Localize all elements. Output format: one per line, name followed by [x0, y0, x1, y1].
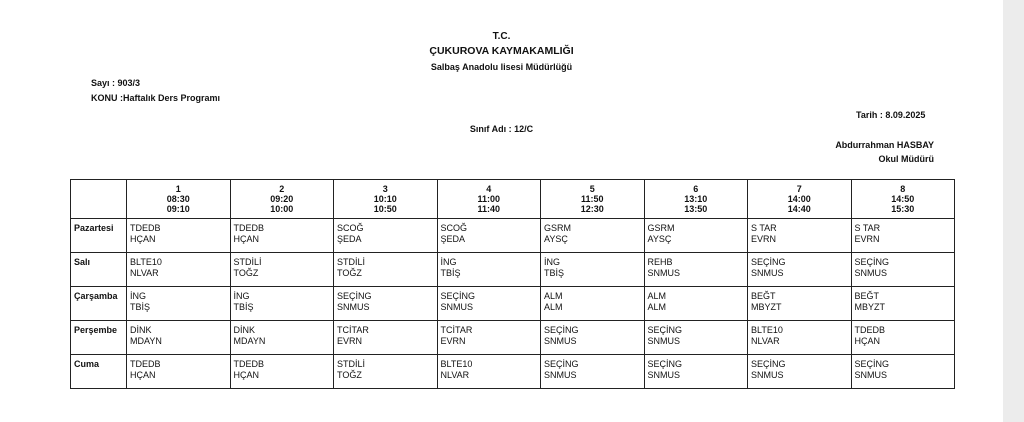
table-row — [71, 355, 955, 389]
lesson-teacher: MDAYN — [233, 336, 266, 346]
lesson-teacher: TBİŞ — [544, 268, 565, 278]
lesson-cell — [334, 219, 438, 253]
lesson-course: BEĞT — [751, 291, 776, 301]
lesson-teacher: SNMUS — [647, 336, 681, 346]
lesson-teacher: SNMUS — [854, 370, 888, 380]
period-no: 6 — [693, 184, 699, 194]
lesson-teacher: TBİŞ — [130, 302, 151, 312]
lesson-teacher: ALM — [544, 302, 563, 312]
lesson-cell — [437, 355, 541, 389]
document-subject: KONU :Haftalık Ders Programı — [91, 93, 221, 103]
lesson-course: REHB — [647, 257, 673, 267]
lesson-course: DİNK — [130, 325, 152, 335]
lesson-course: DİNK — [233, 325, 256, 335]
lesson-teacher: HÇAN — [130, 234, 156, 244]
lesson-teacher: NLVAR — [130, 268, 159, 278]
lesson-course: TCİTAR — [337, 325, 369, 335]
timetable-body — [71, 219, 955, 389]
lesson-teacher: ŞEDA — [440, 234, 466, 244]
lesson-cell — [437, 253, 541, 287]
lesson-cell — [127, 219, 231, 253]
lesson-teacher: HÇAN — [233, 370, 260, 380]
signatory-title: Okul Müdürü — [878, 154, 934, 164]
lesson-course: TDEDB — [130, 223, 161, 233]
lesson-cell — [127, 321, 231, 355]
lesson-cell — [748, 253, 852, 287]
lesson-course: GSRM — [647, 223, 675, 233]
lesson-cell — [334, 253, 438, 287]
period-header — [230, 180, 334, 219]
period-no: 4 — [486, 184, 492, 194]
lesson-teacher: TOĞZ — [337, 268, 362, 278]
period-end: 10:50 — [373, 204, 397, 214]
lesson-teacher: SNMUS — [337, 302, 370, 312]
lesson-course: SEÇİNG — [854, 359, 890, 369]
lesson-course: ALM — [544, 291, 563, 301]
period-end: 14:40 — [787, 204, 811, 214]
lesson-cell — [851, 287, 955, 321]
lesson-teacher: TBİŞ — [440, 268, 461, 278]
lesson-course: BEĞT — [854, 291, 880, 301]
lesson-course: SEÇİNG — [854, 257, 890, 267]
lesson-course: STDİLİ — [337, 257, 366, 267]
lesson-course: SEÇİNG — [544, 325, 579, 335]
lesson-cell — [127, 355, 231, 389]
lesson-teacher: HÇAN — [854, 336, 881, 346]
lesson-cell — [851, 321, 955, 355]
lesson-course: İNG — [440, 257, 457, 267]
lesson-course: SEÇİNG — [751, 257, 786, 267]
lesson-teacher: AYSÇ — [647, 234, 672, 244]
period-start: 13:10 — [684, 194, 708, 204]
period-end: 11:40 — [477, 204, 501, 214]
lesson-cell — [541, 253, 645, 287]
lesson-course: SEÇİNG — [751, 359, 786, 369]
lesson-teacher: EVRN — [751, 234, 777, 244]
lesson-cell — [748, 219, 852, 253]
period-header — [644, 180, 748, 219]
document-date: Tarih : 8.09.2025 — [856, 110, 926, 120]
lesson-teacher: SNMUS — [544, 336, 577, 346]
table-row — [71, 253, 955, 287]
lesson-teacher: SNMUS — [647, 370, 681, 380]
table-row — [71, 287, 955, 321]
lesson-teacher: AYSÇ — [544, 234, 568, 244]
lesson-cell — [541, 287, 645, 321]
header-tc: T.C. — [492, 31, 511, 42]
period-end: 13:50 — [684, 204, 708, 214]
period-no: 8 — [900, 184, 906, 194]
day-label: Cuma — [71, 355, 127, 389]
lesson-teacher: EVRN — [440, 336, 466, 346]
corner-cell — [71, 180, 127, 219]
lesson-cell — [644, 287, 748, 321]
period-no: 2 — [279, 184, 285, 194]
lesson-cell — [541, 219, 645, 253]
lesson-teacher: MBYZT — [751, 302, 782, 312]
period-header — [437, 180, 541, 219]
period-no: 7 — [796, 184, 802, 194]
signatory-name: Abdurrahman HASBAY — [835, 140, 934, 150]
lesson-course: İNG — [233, 291, 250, 301]
day-label: Pazartesi — [71, 219, 127, 253]
lesson-cell — [851, 253, 955, 287]
lesson-course: İNG — [544, 257, 561, 267]
lesson-course: S TAR — [854, 223, 881, 233]
lesson-teacher: SNMUS — [854, 268, 888, 278]
lesson-cell — [437, 219, 541, 253]
lesson-cell — [644, 321, 748, 355]
lesson-cell — [230, 253, 334, 287]
lesson-course: SCOĞ — [337, 223, 364, 233]
period-start: 11:00 — [477, 194, 501, 204]
lesson-cell — [644, 219, 748, 253]
lesson-course: SEÇİNG — [647, 359, 683, 369]
lesson-teacher: NLVAR — [751, 336, 780, 346]
lesson-course: İNG — [130, 291, 147, 301]
day-label: Salı — [71, 253, 127, 287]
lesson-teacher: SNMUS — [751, 370, 784, 380]
table-row — [71, 321, 955, 355]
lesson-cell — [334, 321, 438, 355]
lesson-course: TDEDB — [233, 359, 265, 369]
lesson-teacher: MDAYN — [130, 336, 162, 346]
lesson-course: TCİTAR — [440, 325, 473, 335]
lesson-teacher: SNMUS — [751, 268, 784, 278]
lesson-teacher: EVRN — [854, 234, 880, 244]
lesson-cell — [541, 355, 645, 389]
header-kaymakamlik: ÇUKUROVA KAYMAKAMLIĞI — [429, 45, 574, 57]
viewer-background — [1003, 0, 1024, 422]
lesson-cell — [230, 355, 334, 389]
period-header — [334, 180, 438, 219]
lesson-cell — [851, 219, 955, 253]
period-end: 10:00 — [270, 204, 294, 214]
period-end: 12:30 — [580, 204, 604, 214]
period-start: 08:30 — [166, 194, 190, 204]
lesson-teacher: HÇAN — [130, 370, 156, 380]
document-number: Sayı : 903/3 — [91, 78, 141, 88]
lesson-cell — [851, 355, 955, 389]
lesson-cell — [644, 253, 748, 287]
lesson-teacher: ŞEDA — [337, 234, 362, 244]
lesson-teacher: NLVAR — [440, 370, 470, 380]
lesson-cell — [230, 287, 334, 321]
lesson-teacher: EVRN — [337, 336, 363, 346]
lesson-course: SEÇİNG — [544, 359, 579, 369]
lesson-cell — [334, 355, 438, 389]
lesson-teacher: TOĞZ — [337, 370, 362, 380]
period-no: 3 — [382, 184, 388, 194]
lesson-course: STDİLİ — [233, 257, 262, 267]
table-row — [71, 219, 955, 253]
period-no: 1 — [175, 184, 181, 194]
lesson-course: TDEDB — [233, 223, 265, 233]
period-start: 14:00 — [787, 194, 811, 204]
lesson-cell — [230, 321, 334, 355]
period-header — [748, 180, 852, 219]
lesson-cell — [230, 219, 334, 253]
lesson-course: SEÇİNG — [337, 291, 372, 301]
lesson-cell — [748, 321, 852, 355]
lesson-course: STDİLİ — [337, 359, 366, 369]
lesson-course: SEÇİNG — [647, 325, 683, 335]
period-start: 14:50 — [891, 194, 915, 204]
lesson-course: BLTE10 — [440, 359, 473, 369]
lesson-course: SEÇİNG — [440, 291, 476, 301]
period-header — [541, 180, 645, 219]
period-end: 09:10 — [166, 204, 190, 214]
lesson-teacher: SNMUS — [544, 370, 577, 380]
period-header — [851, 180, 955, 219]
lesson-teacher: MBYZT — [854, 302, 885, 312]
lesson-teacher: TBİŞ — [233, 302, 254, 312]
lesson-course: BLTE10 — [130, 257, 162, 267]
lesson-course: TDEDB — [854, 325, 886, 335]
lesson-cell — [437, 321, 541, 355]
lesson-course: S TAR — [751, 223, 777, 233]
timetable-header-row — [71, 180, 955, 219]
period-end: 15:30 — [891, 204, 915, 214]
day-label: Çarşamba — [71, 287, 127, 321]
header-school: Salbaş Anadolu lisesi Müdürlüğü — [430, 62, 573, 72]
lesson-cell — [541, 321, 645, 355]
lesson-cell — [644, 355, 748, 389]
lesson-cell — [127, 287, 231, 321]
period-header — [127, 180, 231, 219]
lesson-teacher: SNMUS — [647, 268, 681, 278]
lesson-course: TDEDB — [130, 359, 161, 369]
period-start: 10:10 — [373, 194, 397, 204]
lesson-cell — [127, 253, 231, 287]
lesson-course: BLTE10 — [751, 325, 783, 335]
lesson-course: GSRM — [544, 223, 571, 233]
lesson-teacher: HÇAN — [233, 234, 260, 244]
period-no: 5 — [589, 184, 595, 194]
lesson-course: ALM — [647, 291, 667, 301]
lesson-cell — [748, 287, 852, 321]
period-start: 09:20 — [270, 194, 294, 204]
timetable — [70, 179, 955, 389]
lesson-cell — [748, 355, 852, 389]
lesson-cell — [437, 287, 541, 321]
lesson-cell — [334, 287, 438, 321]
class-name: Sınıf Adı : 12/C — [469, 124, 534, 134]
day-label: Perşembe — [71, 321, 127, 355]
lesson-teacher: SNMUS — [440, 302, 474, 312]
lesson-teacher: ALM — [647, 302, 667, 312]
lesson-teacher: TOĞZ — [233, 268, 259, 278]
lesson-course: SCOĞ — [440, 223, 468, 233]
period-start: 11:50 — [580, 194, 604, 204]
